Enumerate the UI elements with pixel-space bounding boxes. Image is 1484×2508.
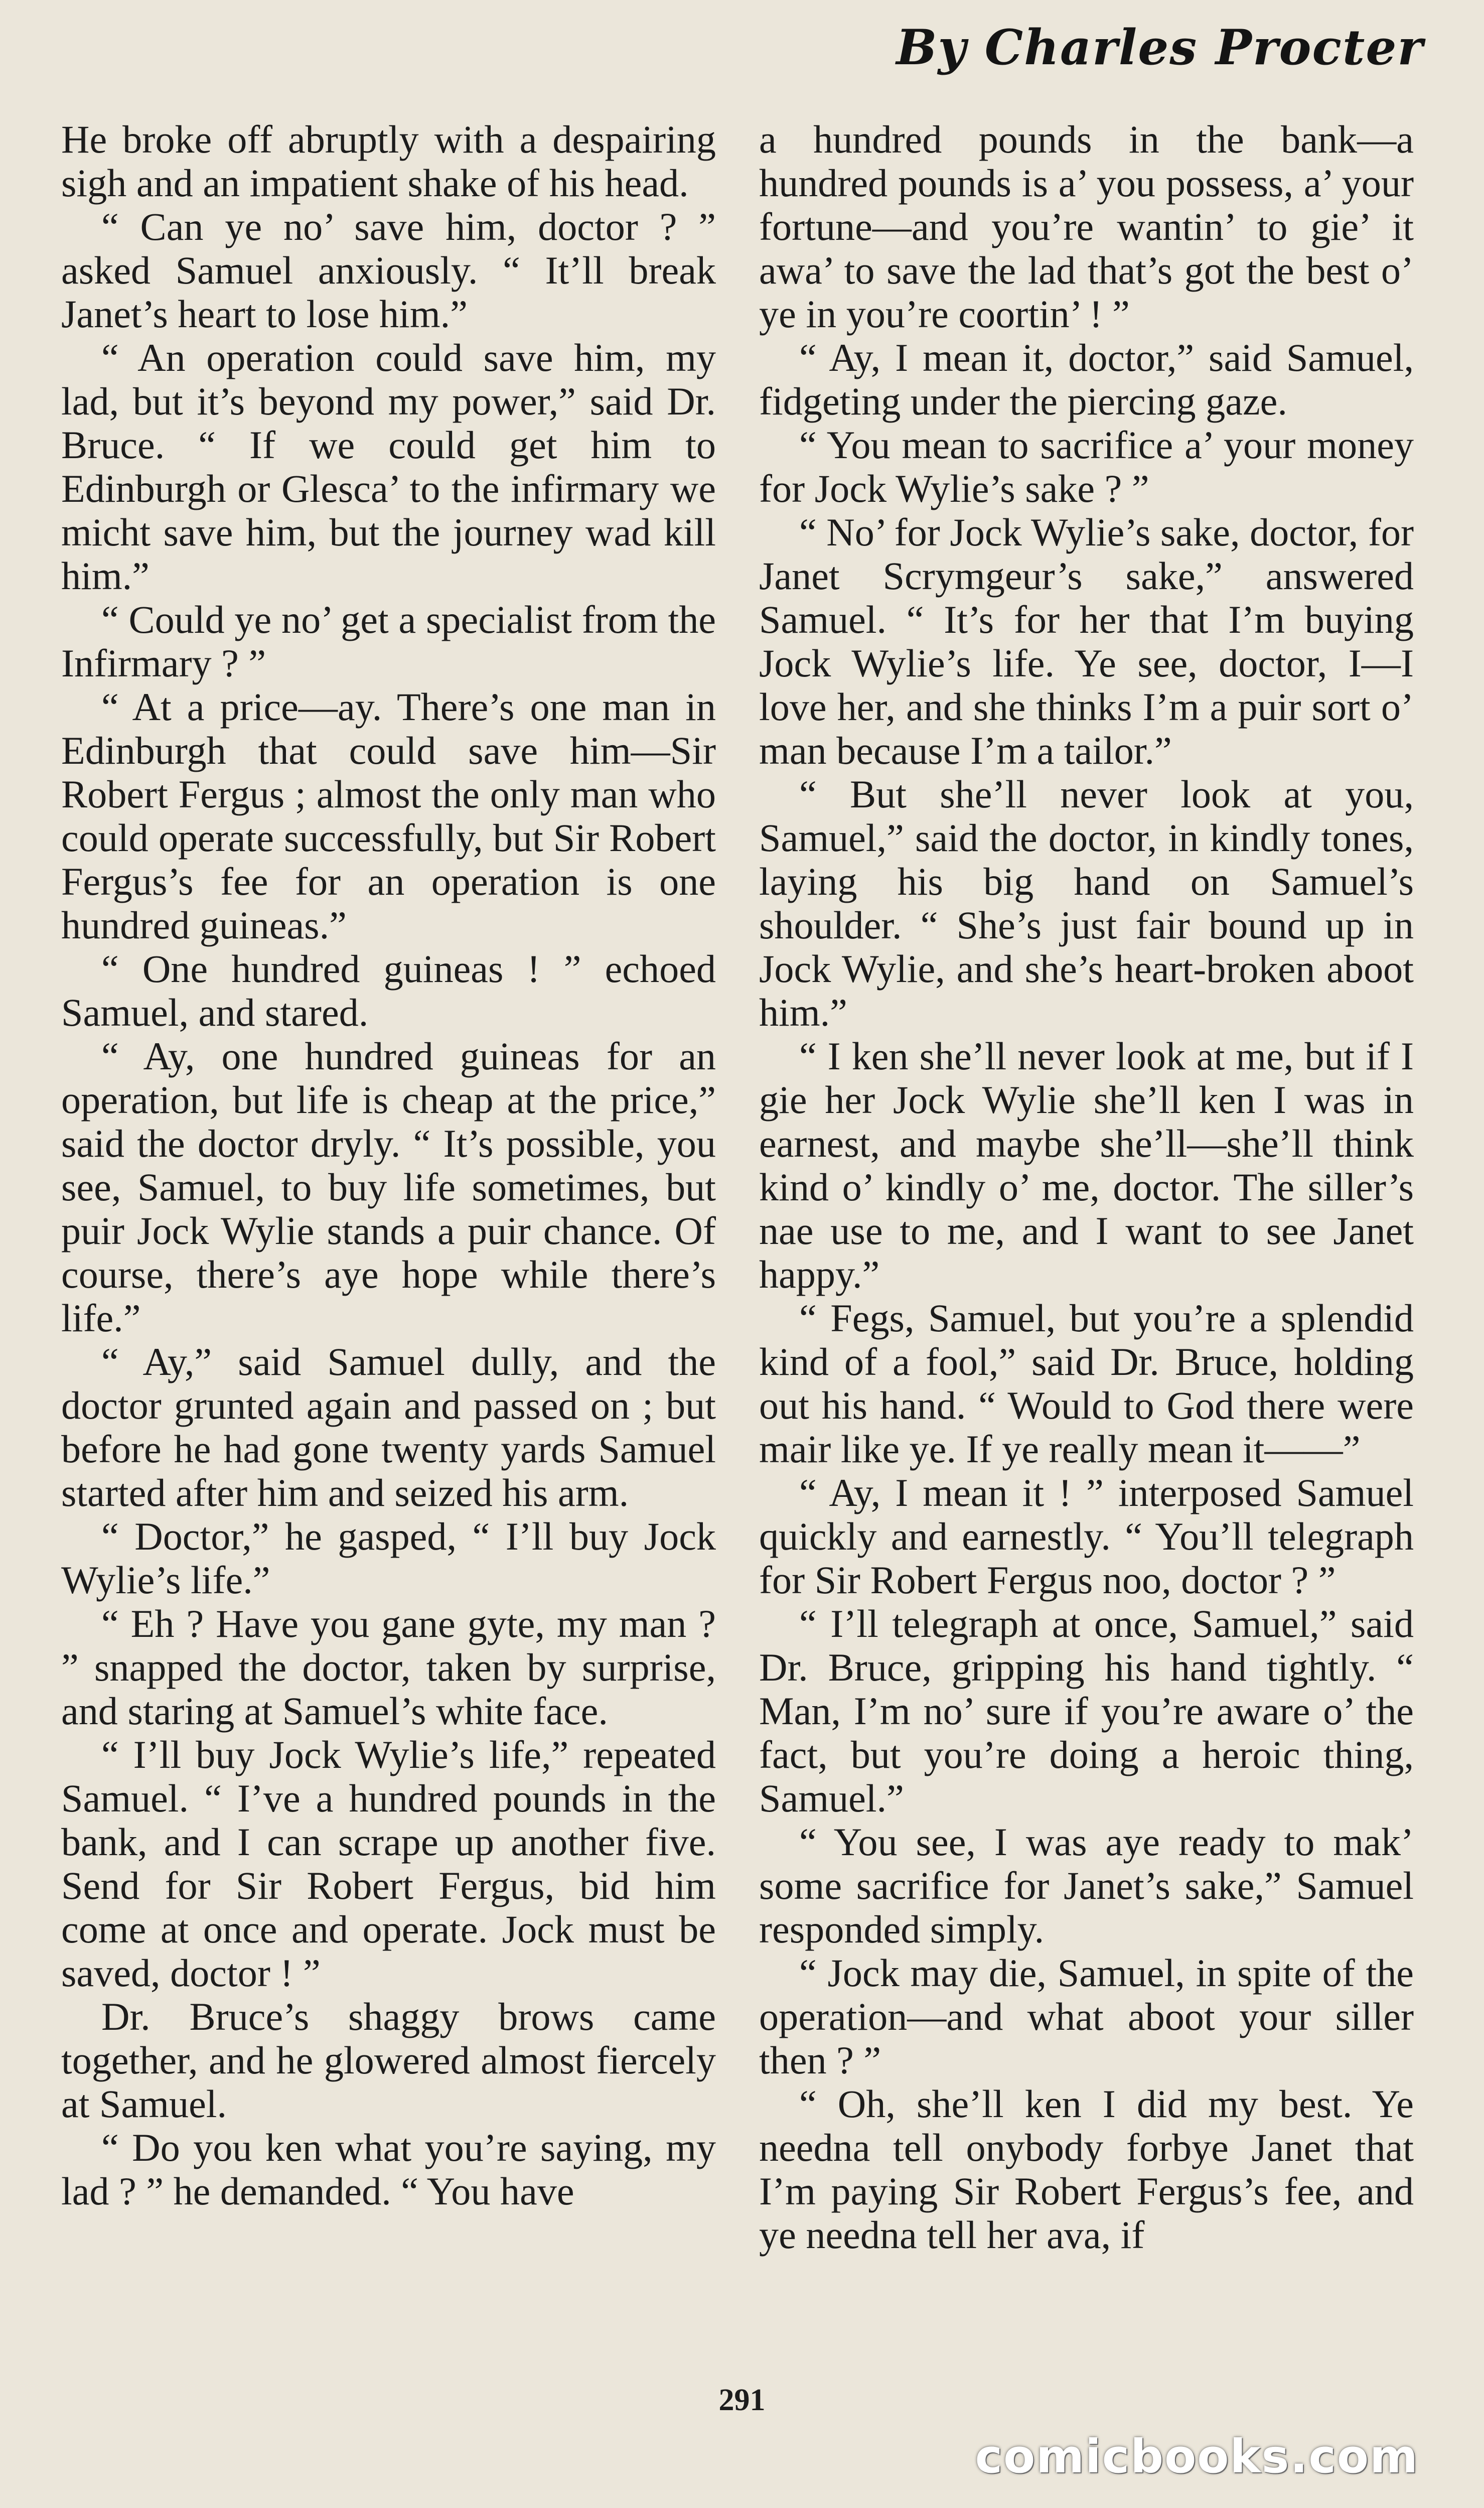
paragraph: “ Jock may die, Samuel, in spite of the operation—and what aboot your siller then ? ”	[759, 1951, 1414, 2082]
watermark: comicbooks.com	[975, 2430, 1419, 2483]
paragraph: “ But she’ll never look at you, Samuel,” said the doctor, in kindly tones, laying his big hand on Samuel’s shoulder. “ She’s just fair bound up in Jock Wylie, and she’s heart-broken aboot him.”	[759, 772, 1414, 1034]
paragraph: “ One hundred guineas ! ” echoed Samuel, and stared.	[61, 947, 716, 1034]
page-number: 291	[718, 2383, 766, 2417]
paragraph: “ Eh ? Have you gane gyte, my man ? ” snapped the doctor, taken by surprise, and staring at Samuel’s white face.	[61, 1602, 716, 1733]
paragraph: “ I ken she’ll never look at me, but if I gie her Jock Wylie she’ll ken I was in earnest, and maybe she’ll—she’ll think kind o’ kindly o’ me, doctor. The siller’s nae use to me, and I want to see Janet happy.”	[759, 1034, 1414, 1296]
paragraph: “ Ay, one hundred guineas for an operation, but life is cheap at the price,” said the doctor dryly. “ It’s possible, you see, Samuel, to buy life sometimes, but puir Jock Wylie stands a puir chance. Of course, there’s aye hope while there’s life.”	[61, 1034, 716, 1340]
paragraph: “ Do you ken what you’re saying, my lad ? ” he demanded. “ You have	[61, 2126, 716, 2213]
paragraph: “ Ay,” said Samuel dully, and the doctor grunted again and passed on ; but before he had gone twenty yards Samuel started after him and seized his arm.	[61, 1340, 716, 1514]
paragraph: “ Could ye no’ get a specialist from the Infirmary ? ”	[61, 598, 716, 685]
paragraph: “ No’ for Jock Wylie’s sake, doctor, for Janet Scrymgeur’s sake,” answered Samuel. “ It’s for her that I’m buying Jock Wylie’s life. Ye see, doctor, I—I love her, and she thinks I’m a puir sort o’ man because I’m a tailor.”	[759, 510, 1414, 772]
paragraph: “ Ay, I mean it ! ” interposed Samuel quickly and earnestly. “ You’ll telegraph for Sir Robert Fergus noo, doctor ? ”	[759, 1471, 1414, 1602]
paragraph: “ Doctor,” he gasped, “ I’ll buy Jock Wylie’s life.”	[61, 1514, 716, 1602]
left-column	[61, 117, 716, 2213]
paragraph: “ I’ll telegraph at once, Samuel,” said Dr. Bruce, gripping his hand tightly. “ Man, I’m no’ sure if you’re aware o’ the fact, but you’re doing a heroic thing, Samuel.”	[759, 1602, 1414, 1820]
paragraph: “ At a price—ay. There’s one man in Edinburgh that could save him—Sir Robert Fergus ; almost the only man who could operate successfully, but Sir Robert Fergus’s fee for an operation is one hundred guineas.”	[61, 685, 716, 947]
paragraph: “ Oh, she’ll ken I did my best. Ye needna tell onybody forbye Janet that I’m paying Sir Robert Fergus’s fee, and ye needna tell her ava, if	[759, 2082, 1414, 2257]
right-column	[759, 117, 1414, 2257]
paragraph: “ You see, I was aye ready to mak’ some sacrifice for Janet’s sake,” Samuel responded simply.	[759, 1820, 1414, 1951]
paragraph: “ An operation could save him, my lad, but it’s beyond my power,” said Dr. Bruce. “ If we could get him to Edinburgh or Glesca’ to the infirmary we micht save him, but the journey wad kill him.”	[61, 336, 716, 598]
paragraph: “ I’ll buy Jock Wylie’s life,” repeated Samuel. “ I’ve a hundred pounds in the bank, and I can scrape up another five. Send for Sir Robert Fergus, bid him come at once and operate. Jock must be saved, doctor ! ”	[61, 1733, 716, 1995]
byline: By Charles Procter	[896, 19, 1424, 76]
paragraph: He broke off abruptly with a despairing sigh and an impatient shake of his head.	[61, 117, 716, 205]
paragraph: “ Ay, I mean it, doctor,” said Samuel, fidgeting under the piercing gaze.	[759, 336, 1414, 423]
paragraph: “ Can ye no’ save him, doctor ? ” asked Samuel anxiously. “ It’ll break Janet’s heart to lose him.”	[61, 205, 716, 336]
paragraph: Dr. Bruce’s shaggy brows came together, and he glowered almost fiercely at Samuel.	[61, 1995, 716, 2126]
paragraph: a hundred pounds in the bank—a hundred pounds is a’ you possess, a’ your fortune—and you’re wantin’ to gie’ it awa’ to save the lad that’s got the best o’ ye in you’re coortin’ ! ”	[759, 117, 1414, 336]
paragraph: “ Fegs, Samuel, but you’re a splendid kind of a fool,” said Dr. Bruce, holding out his hand. “ Would to God there were mair like ye. If ye really mean it——”	[759, 1296, 1414, 1471]
paragraph: “ You mean to sacrifice a’ your money for Jock Wylie’s sake ? ”	[759, 423, 1414, 510]
